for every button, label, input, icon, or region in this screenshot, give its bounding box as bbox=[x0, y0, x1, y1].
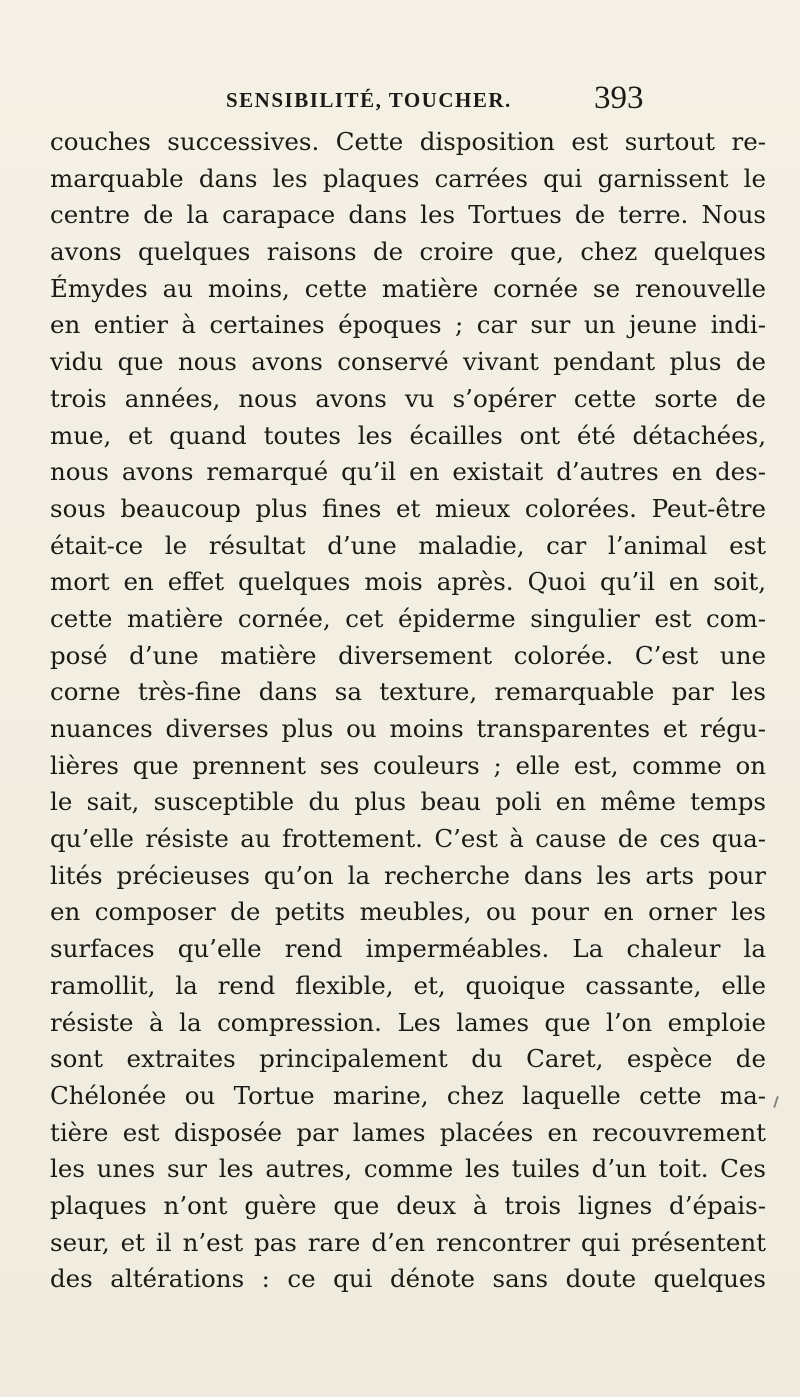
text-line: nous avons remarqué qu’il en existait d’autres en des- bbox=[50, 457, 766, 487]
text-line: les unes sur les autres, comme les tuiles d’un toit. Ces bbox=[50, 1154, 766, 1184]
text-line: lières que prennent ses couleurs ; elle est, comme on bbox=[50, 750, 766, 780]
page-header bbox=[226, 76, 756, 120]
text-line: mue, et quand toutes les écailles ont été détachées, bbox=[50, 420, 766, 450]
text-line: sont extraites principalement du Caret, espèce de bbox=[50, 1044, 766, 1074]
text-line: trois années, nous avons vu s’opérer cette sorte de bbox=[50, 383, 766, 413]
text-line: avons quelques raisons de croire que, chez quelques bbox=[50, 237, 766, 267]
page-number: 393 bbox=[594, 80, 644, 116]
text-line: mort en effet quelques mois après. Quoi qu’il en soit, bbox=[50, 567, 766, 597]
text-line: Chélonée ou Tortue marine, chez laquelle cette ma- bbox=[50, 1080, 766, 1110]
text-line: plaques n’ont guère que deux à trois lignes d’épais- bbox=[50, 1190, 766, 1220]
text-line: sous beaucoup plus fines et mieux colorées. Peut-être bbox=[50, 493, 766, 523]
text-line: nuances diverses plus ou moins transparentes et régu- bbox=[50, 714, 766, 743]
text-line: qu’elle résiste au frottement. C’est à cause de ces qua- bbox=[50, 824, 766, 854]
text-line: cette matière cornée, cet épiderme singulier est com- bbox=[50, 603, 766, 633]
text-line: en entier à certaines époques ; car sur un jeune indi- bbox=[50, 310, 766, 340]
text-line: ramollit, la rend flexible, et, quoique cassante, elle bbox=[50, 970, 766, 1000]
text-line: des altérations : ce qui dénote sans doute quelques bbox=[50, 1264, 766, 1294]
text-line: marquable dans les plaques carrées qui garnissent le bbox=[50, 163, 766, 193]
stray-mark bbox=[773, 1096, 779, 1108]
body-text bbox=[50, 124, 766, 1298]
text-line: tière est disposée par lames placées en recouvrement bbox=[50, 1117, 766, 1147]
text-line: corne très-fine dans sa texture, remarquable par les bbox=[50, 677, 766, 707]
text-line: couches successives. Cette disposition est surtout re- bbox=[50, 127, 766, 156]
text-line: était-ce le résultat d’une maladie, car l’animal est bbox=[50, 530, 766, 560]
text-line: le sait, susceptible du plus beau poli en même temps bbox=[50, 787, 766, 817]
text-line: surfaces qu’elle rend imperméables. La chaleur la bbox=[50, 934, 766, 964]
text-line: Émydes au moins, cette matière cornée se renouvelle bbox=[50, 273, 766, 303]
text-line: posé d’une matière diversement colorée. C’est une bbox=[50, 640, 766, 670]
running-title: SENSIBILITÉ, TOUCHER. bbox=[226, 88, 512, 112]
text-line: résiste à la compression. Les lames que l’on emploie bbox=[50, 1007, 766, 1037]
text-line: seur, et il n’est pas rare d’en rencontrer qui présentent bbox=[50, 1227, 766, 1257]
text-line: centre de la carapace dans les Tortues de terre. Nous bbox=[50, 200, 766, 230]
text-line: lités précieuses qu’on la recherche dans les arts pour bbox=[50, 860, 766, 890]
text-line: vidu que nous avons conservé vivant pendant plus de bbox=[50, 347, 766, 377]
text-line: en composer de petits meubles, ou pour en orner les bbox=[50, 897, 766, 927]
